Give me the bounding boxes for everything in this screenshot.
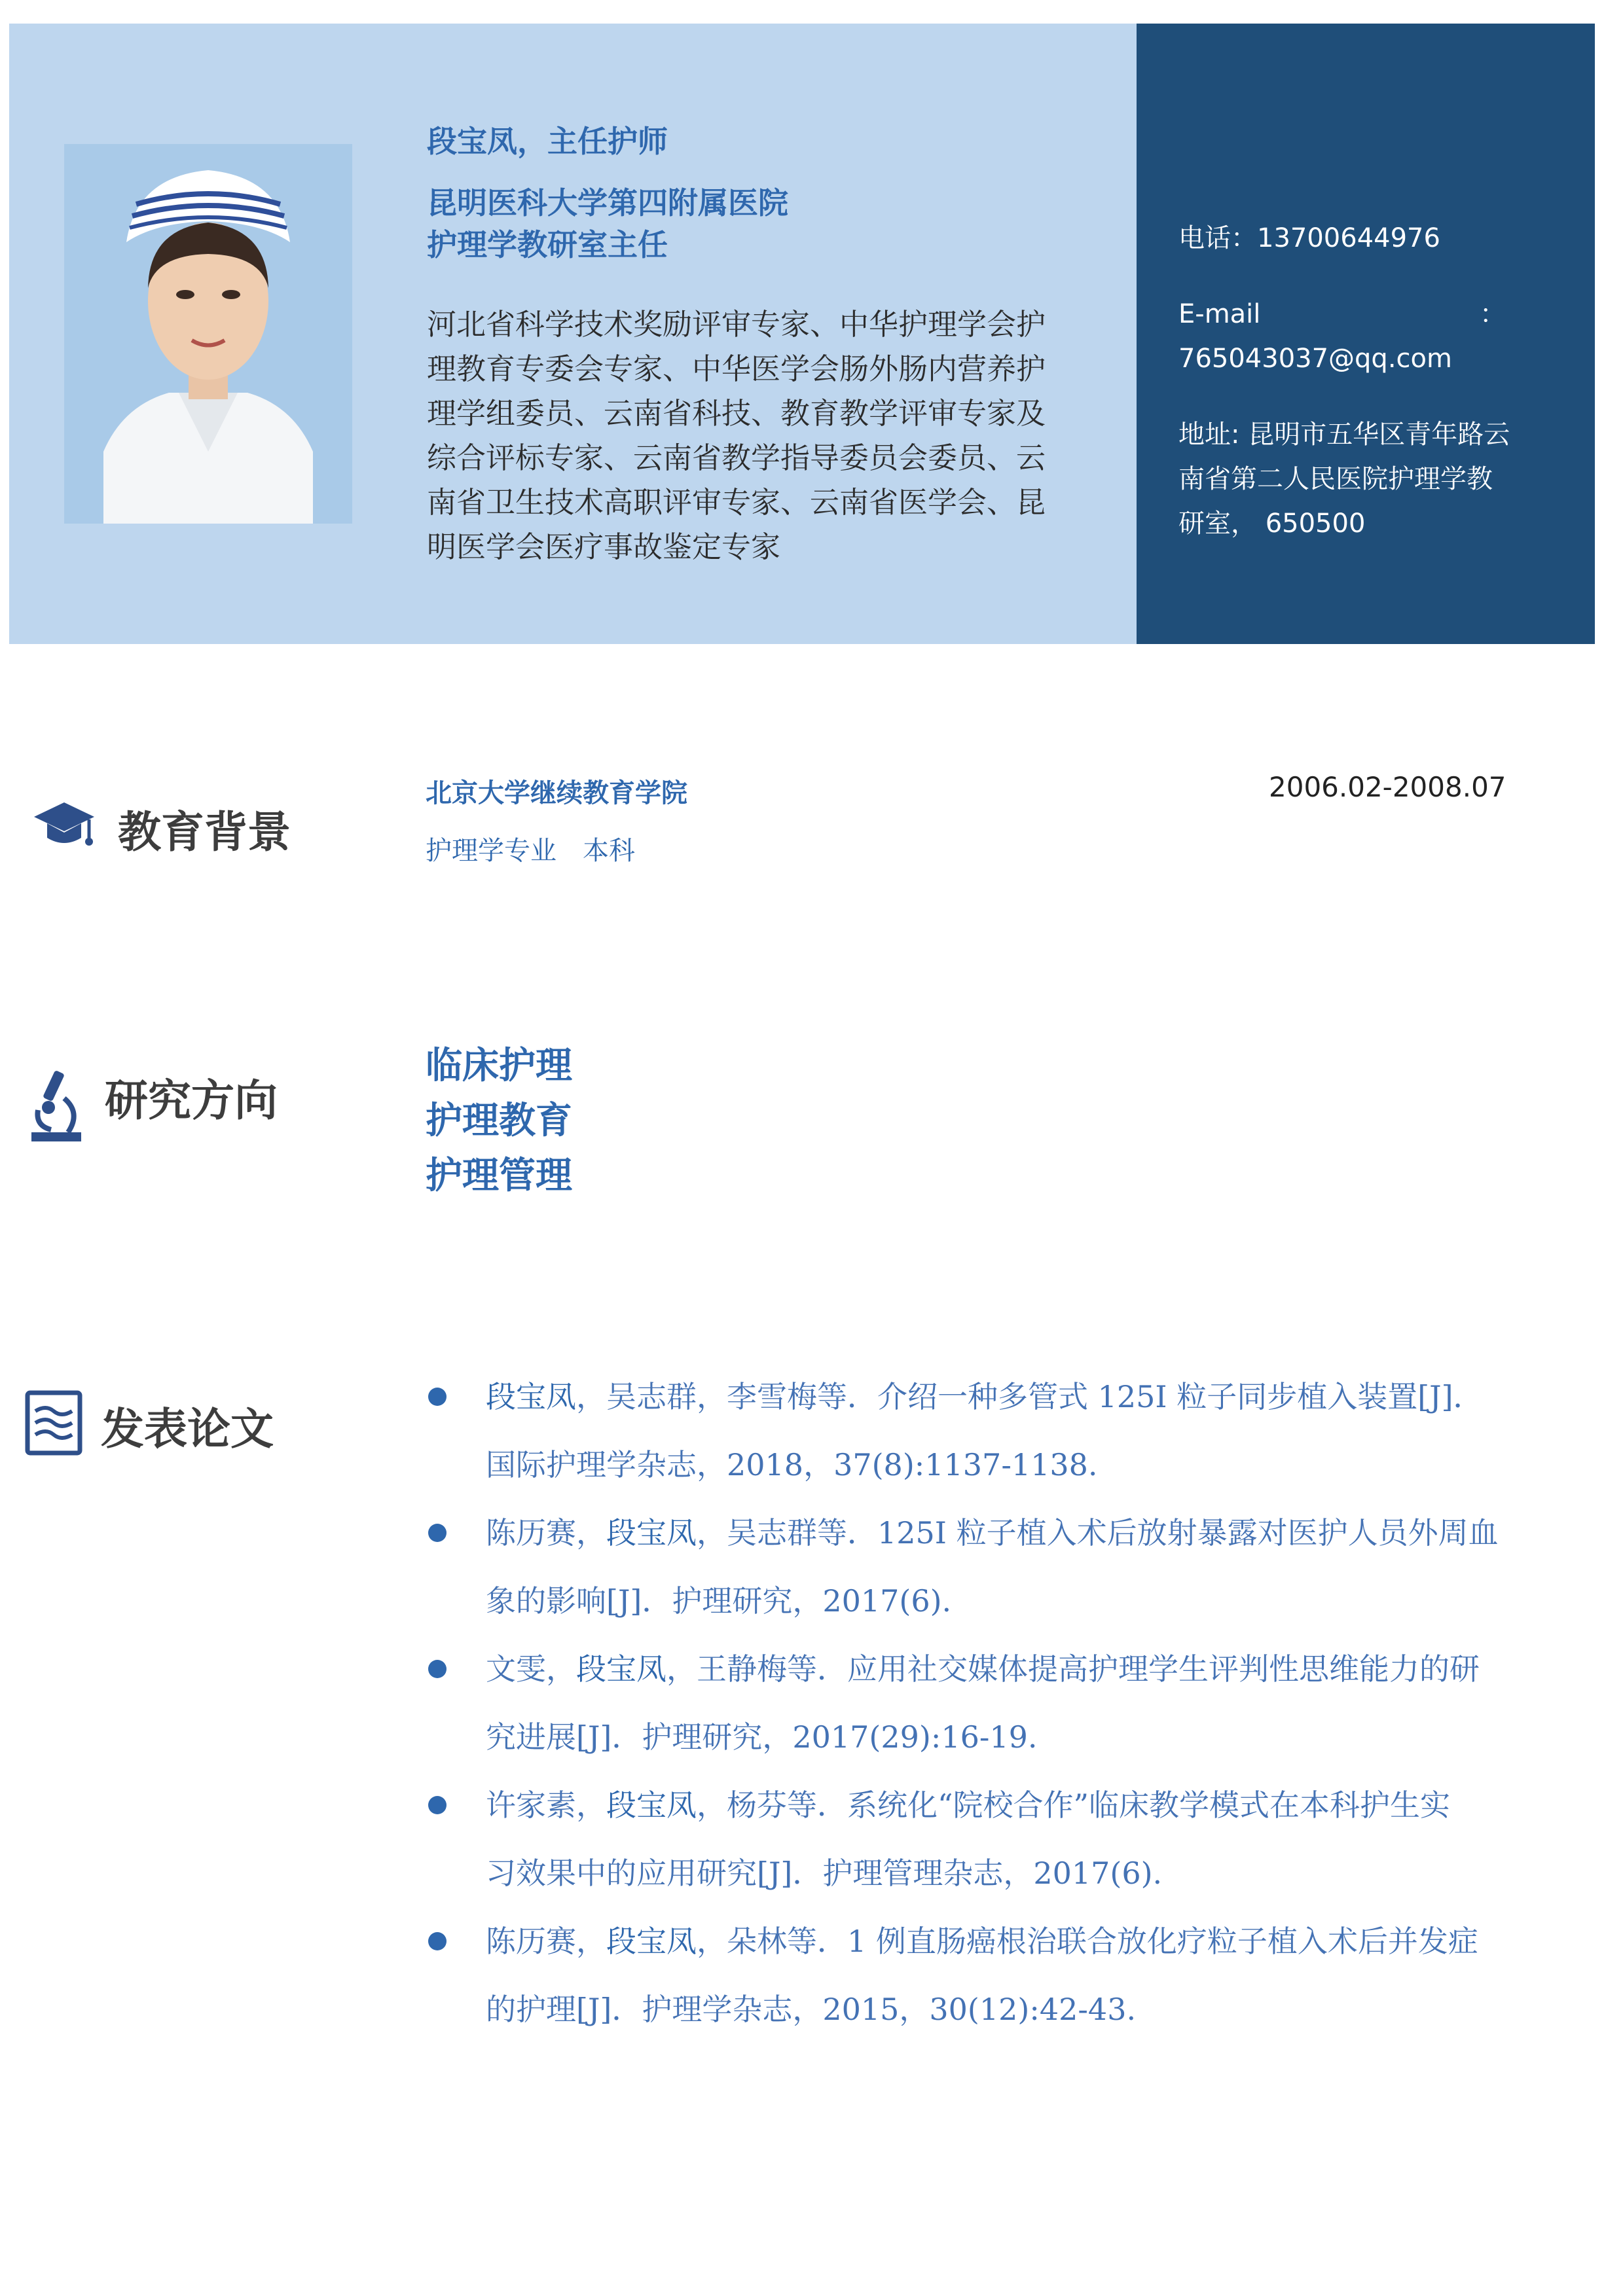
- publication-item: [426, 1363, 1591, 1499]
- bullet-icon: [428, 1388, 447, 1406]
- research-item: 临床护理: [426, 1045, 572, 1087]
- name-title: 段宝凤，主任护师: [427, 124, 668, 159]
- publication-source: 象的影响[J]．护理研究，2017(6).: [486, 1583, 952, 1619]
- section-title-research: 研究方向: [105, 1075, 278, 1126]
- bullet-icon: [428, 1796, 447, 1814]
- email-value[interactable]: 765043037@qq.com: [1178, 344, 1452, 374]
- publication-item: [426, 1635, 1591, 1771]
- affiliation-line-2: 护理学教研室主任: [427, 227, 668, 262]
- address-line: 研室， 650500: [1178, 509, 1366, 539]
- bullet-icon: [428, 1524, 447, 1542]
- address-line: 地址: 昆明市五华区青年路云: [1178, 420, 1510, 450]
- email-label: E-mail: [1178, 299, 1261, 329]
- publication-author: 段宝凤: [576, 1651, 666, 1687]
- email: [1178, 292, 1506, 381]
- bullet-icon: [428, 1660, 447, 1678]
- publication-text: ，杨芬等．系统化“院校合作”临床教学模式在本科护生实: [697, 1787, 1451, 1823]
- address: [1178, 412, 1510, 546]
- publication-list: [426, 1363, 1591, 2043]
- bio-line: 理教育专委会专家、中华医学会肠外肠内营养护: [427, 351, 1046, 386]
- microscope-icon: [29, 1067, 84, 1148]
- publication-prefix: 许家素，: [486, 1787, 606, 1823]
- publication-source: 究进展[J]．护理研究，2017(29):16-19.: [486, 1719, 1038, 1755]
- publication-prefix: 陈历赛，: [486, 1924, 606, 1959]
- publication-item: [426, 1499, 1591, 1635]
- publication-text: ，朵林等．1 例直肠癌根治联合放化疗粒子植入术后并发症: [697, 1924, 1478, 1959]
- publication-source: 习效果中的应用研究[J]．护理管理杂志，2017(6).: [486, 1856, 1163, 1891]
- affiliation-line-1: 昆明医科大学第四附属医院: [427, 185, 788, 221]
- education-school: 北京大学继续教育学院: [426, 778, 687, 808]
- publication-source: 的护理[J]．护理学杂志，2015，30(12):42-43.: [486, 1992, 1137, 2027]
- bio-line: 河北省科学技术奖励评审专家、中华护理学会护: [427, 307, 1046, 342]
- education-dates: 2006.02-2008.07: [1269, 771, 1506, 803]
- publication-source: 国际护理学杂志，2018，37(8):1137-1138.: [486, 1447, 1098, 1482]
- publication-item: [426, 1771, 1591, 1907]
- section-title-publications: 发表论文: [101, 1404, 274, 1454]
- profile-photo: [64, 144, 352, 524]
- bio: [427, 302, 1121, 569]
- email-colon: ：: [1480, 299, 1506, 329]
- bio-line: 理学组委员、云南省科技、教育教学评审专家及: [427, 396, 1046, 431]
- bullet-icon: [428, 1932, 447, 1950]
- publication-prefix: 文雯，: [486, 1651, 576, 1687]
- publication-prefix: 陈历赛，: [486, 1515, 606, 1551]
- affiliation: [427, 182, 788, 266]
- address-line: 南省第二人民医院护理学教: [1178, 464, 1493, 494]
- publication-text: ，吴志群等．125I 粒子植入术后放射暴露对医护人员外周血: [697, 1515, 1499, 1551]
- graduation-cap-icon: [33, 800, 96, 855]
- document-icon: [24, 1389, 84, 1460]
- research-item: 护理教育: [426, 1100, 572, 1142]
- publication-text: ，吴志群，李雪梅等．介绍一种多管式 125I 粒子同步植入装置[J]．: [576, 1379, 1484, 1414]
- publication-author: 段宝凤: [486, 1379, 576, 1414]
- publication-author: 段宝凤: [606, 1924, 697, 1959]
- publication-text: ，王静梅等．应用社交媒体提高护理学生评判性思维能力的研: [666, 1651, 1480, 1687]
- research-item: 护理管理: [426, 1155, 572, 1197]
- phone: 电话：13700644976: [1178, 223, 1440, 253]
- publication-author: 段宝凤: [606, 1787, 697, 1823]
- publication-author: 段宝凤: [606, 1515, 697, 1551]
- bio-line: 南省卫生技术高职评审专家、云南省医学会、昆: [427, 485, 1046, 520]
- publication-item: [426, 1907, 1591, 2043]
- bio-line: 明医学会医疗事故鉴定专家: [427, 529, 781, 564]
- education-major: 护理学专业 本科: [426, 836, 635, 866]
- section-title-education: 教育背景: [118, 807, 291, 857]
- bio-line: 综合评标专家、云南省教学指导委员会委员、云: [427, 440, 1046, 475]
